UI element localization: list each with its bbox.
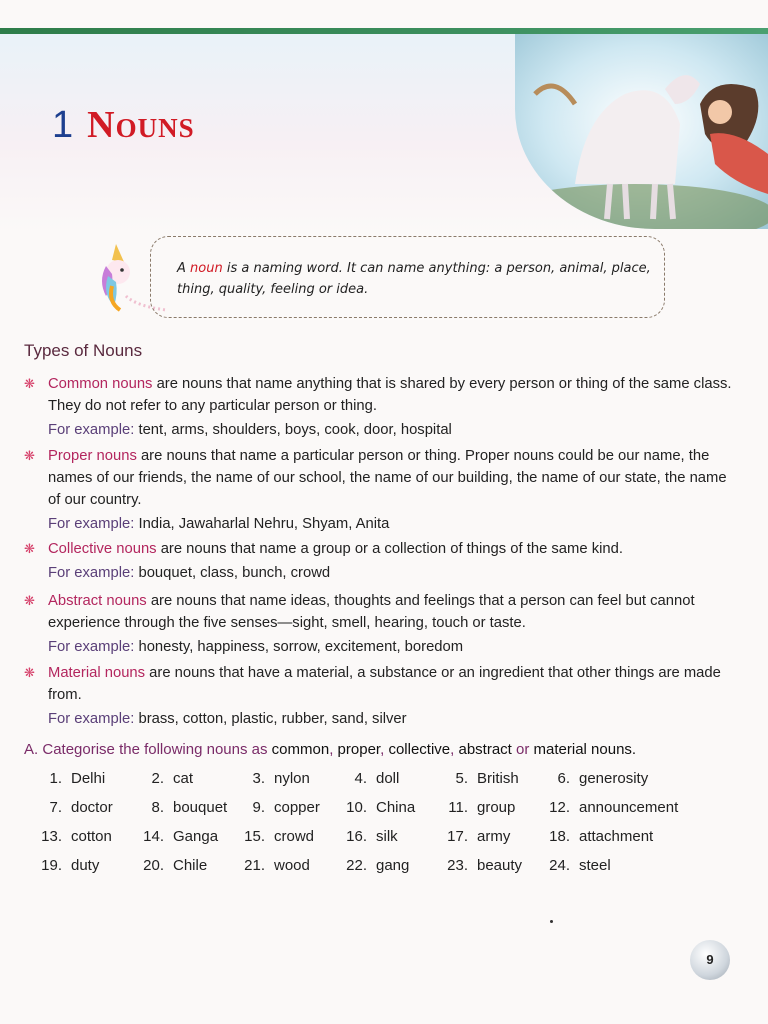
- exercise-word: [442, 799, 515, 816]
- exercise-word-number: 15.: [244, 828, 265, 845]
- exercise-word-text: attachment: [579, 828, 654, 845]
- chapter-name: Nouns: [87, 104, 195, 146]
- exercise-word: [442, 857, 522, 874]
- bullet-icon: ❋: [24, 376, 35, 391]
- exercise-word-number: 8.: [151, 799, 164, 816]
- type-proper: ❋ Proper nouns are nouns that name a particular person or thing. Proper nouns could be our name, the names of our friends, the name of our school, the name of our building, the name of our state, the name of our country. For example: India, Jawaharlal Nehru, Shyam, Anita: [24, 445, 739, 535]
- exercise-word-number: 2.: [151, 770, 164, 787]
- exercise-word: [138, 857, 207, 874]
- exercise-word: [239, 828, 314, 845]
- exercise-word-number: 19.: [41, 857, 62, 874]
- exercise-word: [239, 770, 310, 787]
- exercise-word-text: copper: [274, 799, 320, 816]
- exercise-word-number: 14.: [143, 828, 164, 845]
- exercise-word: [544, 770, 648, 787]
- exercise-word-text: doctor: [71, 799, 113, 816]
- exercise-word-text: crowd: [274, 828, 315, 845]
- exercise-word-text: nylon: [274, 770, 310, 787]
- exercise-word: [36, 828, 112, 845]
- chapter-number: 1: [52, 104, 74, 146]
- exercise-word-number: 16.: [346, 828, 367, 845]
- exercise-word: [544, 799, 678, 816]
- page-number: 9: [690, 940, 730, 980]
- definition-keyword: noun: [190, 261, 223, 276]
- exercise-word-number: 17.: [447, 828, 468, 845]
- exercise-word: [138, 799, 227, 816]
- exercise-word-number: 10.: [346, 799, 367, 816]
- exercise-word-text: Ganga: [173, 828, 219, 845]
- exercise-word-number: 22.: [346, 857, 367, 874]
- exercise-word-text: cotton: [71, 828, 112, 845]
- stray-dot: [550, 920, 553, 923]
- chapter-title: [52, 102, 195, 148]
- bullet-icon: ❋: [24, 665, 35, 680]
- exercise-word-text: gang: [376, 857, 410, 874]
- exercise-word-number: 3.: [252, 770, 265, 787]
- exercise-word-text: doll: [376, 770, 400, 787]
- exercise-word-text: British: [477, 770, 519, 787]
- exercise-word-number: 24.: [549, 857, 570, 874]
- exercise-word-text: Chile: [173, 857, 208, 874]
- exercise-word-text: steel: [579, 857, 611, 874]
- definition-text: A noun is a naming word. It can name anything: a person, animal, place, thing, quality, feeling or idea.: [177, 261, 651, 297]
- exercise-word-number: 4.: [354, 770, 367, 787]
- type-collective: ❋ Collective nouns are nouns that name a group or a collection of things of the same kind. For example: bouquet, class, bunch, crowd: [24, 538, 739, 584]
- exercise-word: [138, 770, 193, 787]
- exercise-word: [442, 828, 510, 845]
- exercise-word: [341, 828, 398, 845]
- section-heading: Types of Nouns: [24, 341, 143, 360]
- exercise-word: [36, 857, 99, 874]
- exercise-word: [341, 857, 409, 874]
- exercise-word-number: 20.: [143, 857, 164, 874]
- exercise-word-text: silk: [376, 828, 398, 845]
- exercise-word-text: cat: [173, 770, 194, 787]
- type-common: ❋ Common nouns are nouns that name anything that is shared by every person or thing of the same class. They do not refer to any particular person or thing. For example: tent, arms, shoulders, boys, cook, door, hospital: [24, 373, 739, 441]
- exercise-word-text: duty: [71, 857, 100, 874]
- exercise-word-number: 11.: [448, 799, 468, 816]
- exercise-word-text: bouquet: [173, 799, 228, 816]
- exercise-instruction: A. Categorise the following nouns as common, proper, collective, abstract or material nouns.: [24, 741, 637, 758]
- exercise-word-number: 5.: [455, 770, 468, 787]
- exercise-word-number: 7.: [49, 799, 62, 816]
- exercise-word: [544, 828, 653, 845]
- exercise-word: [442, 770, 519, 787]
- exercise-word-text: China: [376, 799, 416, 816]
- exercise-word: [36, 770, 105, 787]
- exercise-word: [138, 828, 218, 845]
- exercise-word-text: beauty: [477, 857, 523, 874]
- exercise-word-number: 1.: [49, 770, 62, 787]
- exercise-word: [341, 770, 399, 787]
- type-abstract: ❋ Abstract nouns are nouns that name ideas, thoughts and feelings that a person can feel but cannot experience through the five senses—sight, smell, hearing, touch or taste. For example: honesty, happiness, sorrow, excitement, boredom: [24, 590, 739, 658]
- exercise-word: [239, 799, 320, 816]
- bullet-icon: ❋: [24, 448, 35, 463]
- exercise-word-text: wood: [274, 857, 310, 874]
- exercise-word: [341, 799, 415, 816]
- bullet-icon: ❋: [24, 593, 35, 608]
- type-material: ❋ Material nouns are nouns that have a material, a substance or an ingredient that other things are made from. For example: brass, cotton, plastic, rubber, sand, silver: [24, 662, 739, 730]
- exercise-word-text: announcement: [579, 799, 679, 816]
- exercise-word-number: 12.: [549, 799, 570, 816]
- exercise-word-number: 6.: [557, 770, 570, 787]
- exercise-word-text: army: [477, 828, 511, 845]
- exercise-word: [36, 799, 113, 816]
- exercise-word-text: Delhi: [71, 770, 106, 787]
- exercise-word-text: generosity: [579, 770, 649, 787]
- exercise-word-number: 23.: [447, 857, 468, 874]
- exercise-word-text: group: [477, 799, 516, 816]
- bullet-icon: ❋: [24, 541, 35, 556]
- exercise-word-number: 9.: [252, 799, 265, 816]
- exercise-word: [239, 857, 310, 874]
- exercise-word-number: 21.: [244, 857, 265, 874]
- exercise-word-number: 18.: [549, 828, 570, 845]
- exercise-word-number: 13.: [41, 828, 62, 845]
- exercise-word: [544, 857, 611, 874]
